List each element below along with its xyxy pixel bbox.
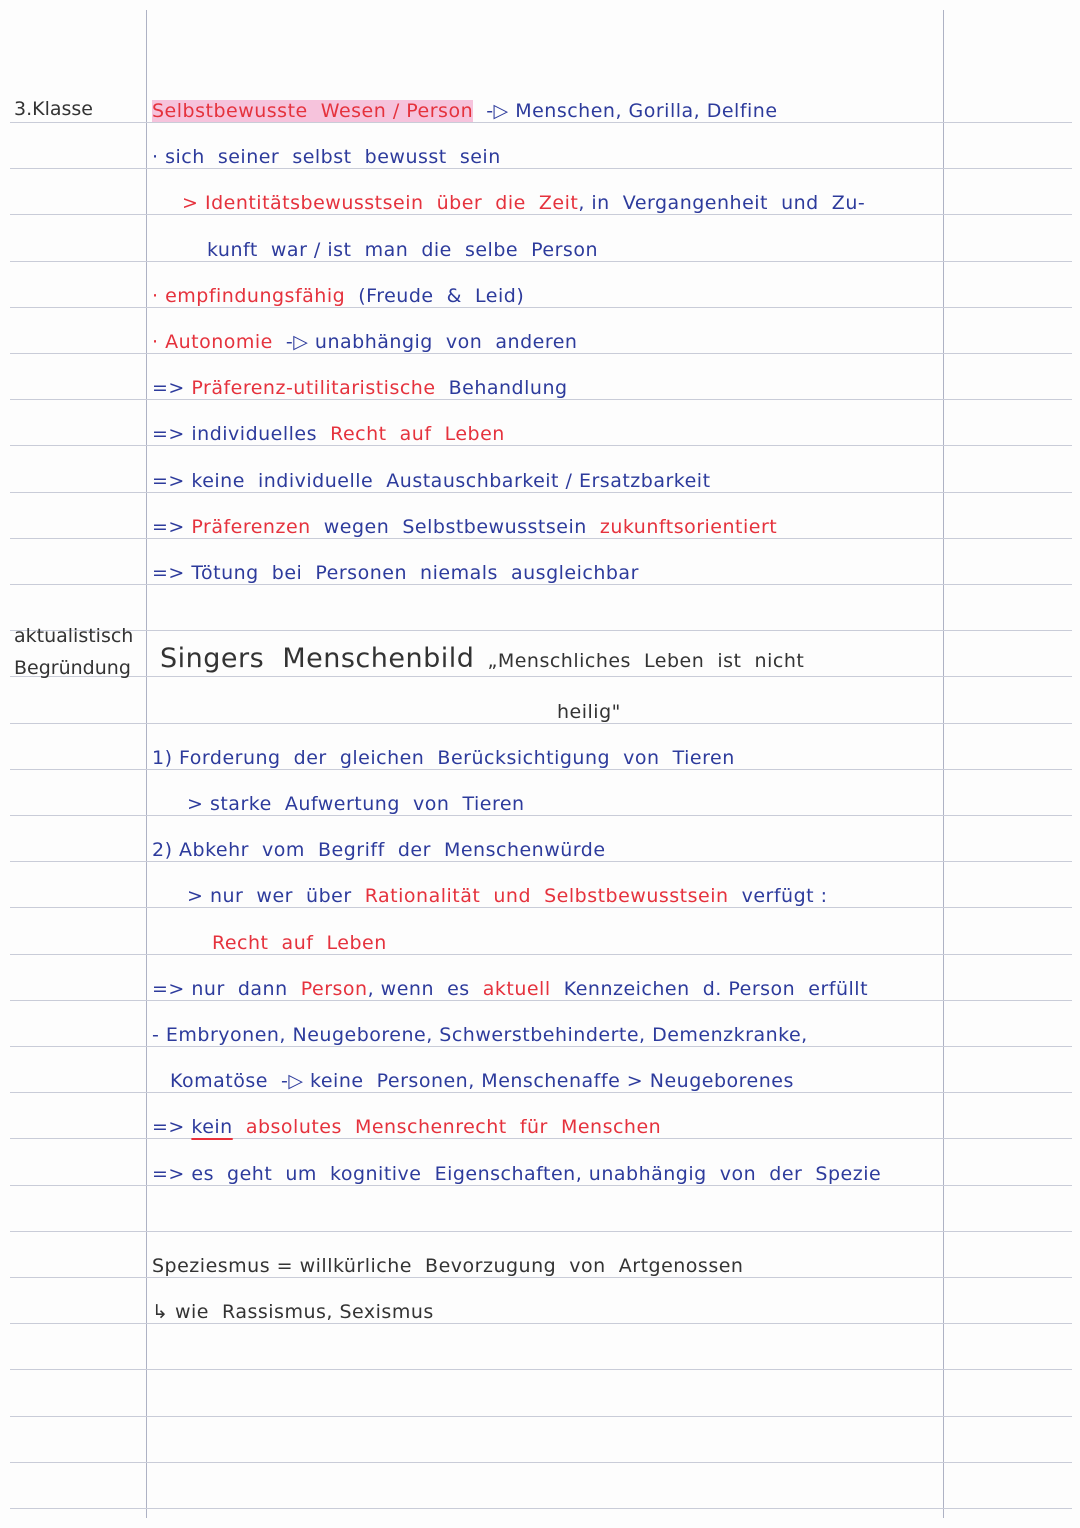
highlighted-heading: Selbstbewusste Wesen / Person <box>152 100 474 122</box>
note-text: , wenn es <box>367 977 483 1000</box>
note-line <box>152 1161 881 1187</box>
note-text: verfügt : <box>728 885 828 908</box>
note-text: Person <box>300 977 368 1000</box>
note-line <box>152 144 501 170</box>
note-text: 2) Abkehr vom Begriff der Menschenwürde <box>152 839 606 862</box>
margin-note: Begründung <box>14 657 131 680</box>
note-text: heilig" <box>557 700 621 723</box>
note-text: ↳ wie Rassismus, Sexismus <box>152 1301 434 1324</box>
note-text: kunft war / ist man die selbe Person <box>207 238 598 261</box>
note-text: aktuell <box>482 977 551 1000</box>
note-text: > starke Aufwertung von Tieren <box>187 793 525 815</box>
ruled-line <box>10 1369 1072 1370</box>
note-line <box>152 329 577 355</box>
note-line <box>152 560 639 586</box>
note-text: => nur dann <box>152 977 301 1000</box>
note-text: , in Vergangenheit und Zu- <box>578 192 866 215</box>
ruled-line <box>10 1231 1072 1232</box>
note-line <box>182 190 865 216</box>
note-text: => <box>152 1116 192 1139</box>
note-line <box>152 976 868 1002</box>
note-line <box>152 1022 808 1048</box>
note-line <box>160 643 805 675</box>
note-text: => individuelles <box>152 423 331 446</box>
note-text: - Embryonen, Neugeborene, Schwerstbehinderte, Demenzkranke, <box>152 1024 808 1046</box>
note-line <box>152 1299 434 1325</box>
note-text: Rationalität und Selbstbewusstsein <box>364 885 729 908</box>
note-text: > nur wer über <box>187 885 365 908</box>
note-text: => Tötung bei Personen niemals ausgleichbar <box>152 562 639 584</box>
note-text: (Freude & Leid) <box>345 284 525 307</box>
note-line <box>207 237 598 263</box>
note-line <box>187 791 525 817</box>
note-text: Speziesmus = willkürliche Bevorzugung von Artgenossen <box>152 1255 744 1277</box>
note-text: Kennzeichen d. Person erfüllt <box>550 977 869 1000</box>
ruled-line <box>10 815 1072 816</box>
note-line <box>152 514 777 540</box>
note-text: Singers Menschenbild <box>160 643 475 675</box>
note-text: => <box>152 377 192 400</box>
note-text: 1) Forderung der gleichen Berücksichtigung von Tieren <box>152 746 735 769</box>
note-text: Recht auf Leben <box>330 423 505 446</box>
note-text: „Menschliches Leben ist nicht <box>474 650 805 673</box>
note-line <box>152 375 568 401</box>
ruled-line <box>10 723 1072 724</box>
note-line <box>152 1114 661 1140</box>
note-text: zukunftsorientiert <box>599 515 778 538</box>
note-line <box>557 699 621 725</box>
note-line <box>152 837 606 863</box>
note-text: · sich seiner selbst bewusst sein <box>152 146 501 169</box>
ruled-line <box>10 1416 1072 1417</box>
note-text: absolutes Menschenrecht für Menschen <box>232 1116 662 1139</box>
note-line <box>152 745 735 771</box>
ruled-line <box>10 954 1072 955</box>
note-text: Präferenz-utilitaristische <box>191 377 436 400</box>
note-line <box>170 1068 794 1094</box>
margin-note: 3.Klasse <box>14 98 93 120</box>
note-text: Komatöse -▷ keine Personen, Menschenaffe > Neugeborenes <box>170 1070 794 1093</box>
note-line <box>212 930 387 956</box>
note-line <box>152 421 505 447</box>
note-text: Behandlung <box>435 377 568 400</box>
right-margin-line <box>943 10 944 1518</box>
left-margin-line <box>146 10 147 1518</box>
note-line <box>152 1253 743 1279</box>
note-text: wegen Selbstbewusstsein <box>310 515 600 538</box>
note-line <box>152 283 524 309</box>
note-text: -▷ Menschen, Gorilla, Delfine <box>473 100 778 122</box>
note-text: -▷ unabhängig von anderen <box>272 331 578 353</box>
ruled-line <box>10 1462 1072 1463</box>
note-text: · empfindungsfähig <box>152 284 346 307</box>
note-line <box>152 98 778 124</box>
ruled-line <box>10 676 1072 677</box>
note-text: · Autonomie <box>152 331 273 353</box>
note-text: => es geht um kognitive Eigenschaften, unabhängig von der Spezie <box>152 1162 882 1185</box>
note-text: > Identitätsbewusstsein über die Zeit <box>182 192 579 215</box>
note-line <box>187 883 828 909</box>
ruled-line <box>10 1508 1072 1509</box>
note-text: Präferenzen <box>191 515 311 538</box>
note-text: => <box>152 515 192 538</box>
ruled-line <box>10 630 1072 631</box>
margin-note: aktualistisch <box>14 624 134 647</box>
note-line <box>152 468 711 494</box>
note-text: Recht auf Leben <box>212 931 387 954</box>
note-text: kein <box>191 1116 233 1139</box>
note-text: => keine individuelle Austauschbarkeit / Ersatzbarkeit <box>152 469 711 492</box>
